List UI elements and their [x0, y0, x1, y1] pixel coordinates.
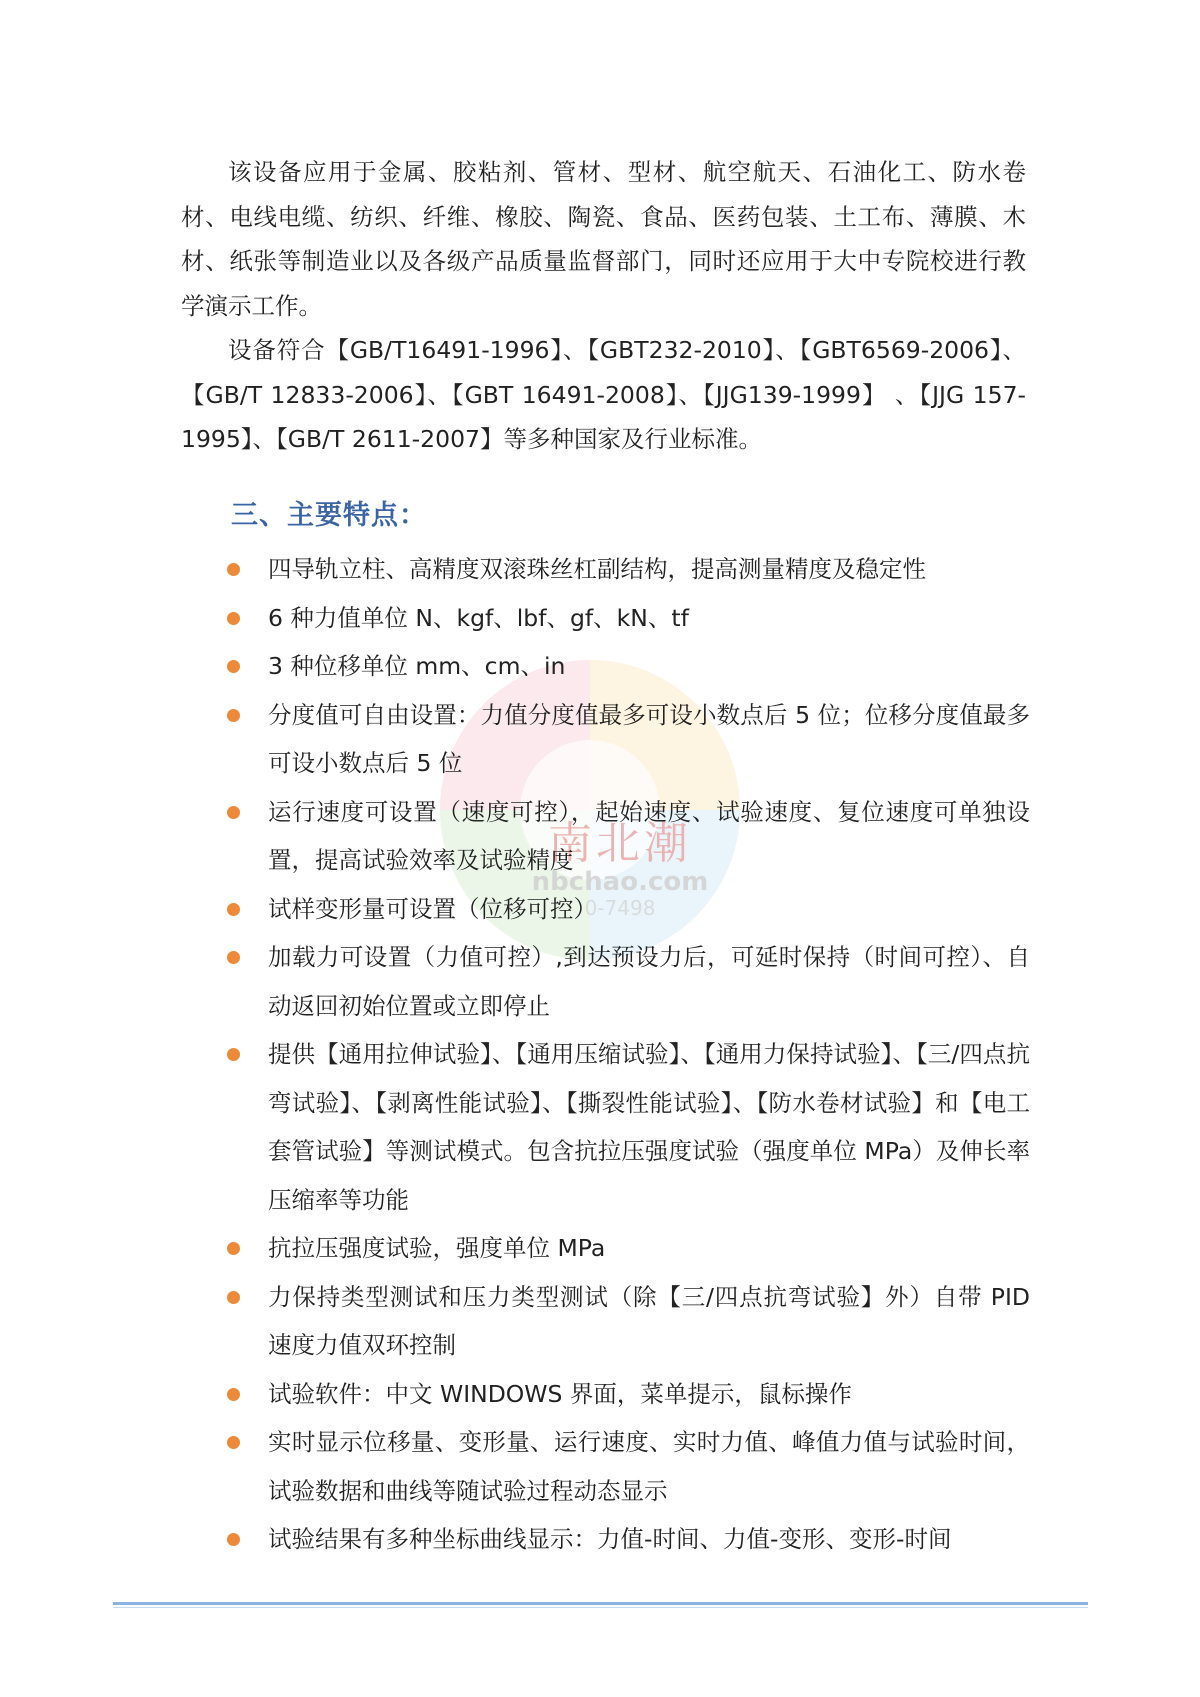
feature-item: [220, 1515, 1030, 1564]
watermark-url: nbchao.com: [531, 867, 709, 898]
bullet-dot-icon: [227, 951, 240, 964]
feature-item: [220, 933, 1030, 1030]
bullet-dot-icon: [227, 1242, 240, 1255]
feature-item: [220, 642, 1030, 691]
bullet-dot-icon: [227, 806, 240, 819]
bullet-dot-icon: [227, 709, 240, 722]
feature-item: [220, 691, 1030, 788]
section-title-main-features: 三、主要特点：: [231, 500, 427, 531]
feature-item: [220, 545, 1030, 594]
feature-text: 试样变形量可设置（位移可控）: [268, 894, 597, 923]
feature-list: [220, 545, 1030, 1564]
bullet-dot-icon: [227, 612, 240, 625]
feature-item: [220, 1030, 1030, 1224]
bullet-dot-icon: [227, 1388, 240, 1401]
feature-text: 6 种力值单位 N、kgf、lbf、gf、kN、tf: [268, 603, 689, 632]
watermark-phone: 0-7498: [584, 895, 656, 920]
feature-item: [220, 1370, 1030, 1419]
feature-item: [220, 1224, 1030, 1273]
feature-text: 3 种位移单位 mm、cm、in: [268, 652, 566, 680]
bullet-dot-icon: [227, 903, 240, 916]
feature-item: [220, 885, 1030, 934]
feature-text: 实时显示位移量、变形量、运行速度、实时力值、峰值力值与试验时间，试验数据和曲线等随试验过程动态显示: [268, 1428, 1030, 1505]
feature-item: [220, 788, 1030, 885]
feature-text: 提供【通用拉伸试验】、【通用压缩试验】、【通用力保持试验】、【三/四点抗弯试验】、【剥离性能试验】、【撕裂性能试验】、【防水卷材试验】和【电工套管试验】等测试模式。包含抗拉压强度试验（强度单位 MPa）及伸长率压缩率等功能: [268, 1040, 1030, 1214]
intro-section: [181, 150, 1026, 462]
intro-paragraph-applications: 该设备应用于金属、胶粘剂、管材、型材、航空航天、石油化工、防水卷材、电线电缆、纺织、纤维、橡胶、陶瓷、食品、医药包装、土工布、薄膜、木材、纸张等制造业以及各级产品质量监督部门，同时还应用于大中专院校进行教学演示工作。: [181, 158, 1026, 320]
feature-text: 分度值可自由设置：力值分度值最多可设小数点后 5 位；位移分度值最多可设小数点后 5 位: [268, 700, 1030, 777]
feature-text: 抗拉压强度试验，强度单位 MPa: [268, 1234, 606, 1262]
feature-text: 试验软件：中文 WINDOWS 界面，菜单提示，鼠标操作: [268, 1379, 852, 1408]
bullet-dot-icon: [227, 660, 240, 673]
feature-item: [220, 594, 1030, 643]
intro-paragraph-standards: 设备符合【GB/T16491-1996】、【GBT232-2010】、【GBT6569-2006】、【GB/T 12833-2006】、【GBT 16491-2008】、【JJG139-1999】 、【JJG 157-1995】、【GB/T 2611-2007】等多种国家及行业标准。: [181, 336, 1026, 453]
bullet-dot-icon: [227, 1436, 240, 1449]
feature-item: [220, 1418, 1030, 1515]
bullet-dot-icon: [227, 1291, 240, 1304]
feature-text: 力保持类型测试和压力类型测试（除【三/四点抗弯试验】外）自带 PID 速度力值双环控制: [268, 1282, 1030, 1359]
bullet-dot-icon: [227, 1048, 240, 1061]
feature-text: 运行速度可设置（速度可控），起始速度、试验速度、复位速度可单独设置，提高试验效率及试验精度: [268, 797, 1030, 874]
feature-text: 四导轨立柱、高精度双滚珠丝杠副结构，提高测量精度及稳定性: [268, 555, 926, 583]
footer-rule-thin: [113, 1607, 1088, 1608]
feature-text: 试验结果有多种坐标曲线显示：力值-时间、力值-变形、变形-时间: [268, 1525, 952, 1553]
footer-rule: [113, 1602, 1088, 1605]
watermark-brand: 南北潮: [548, 818, 692, 869]
bullet-dot-icon: [227, 1533, 240, 1546]
bullet-dot-icon: [227, 563, 240, 576]
feature-text: 加载力可设置（力值可控）,到达预设力后，可延时保持（时间可控）、自动返回初始位置或立即停止: [268, 943, 1030, 1020]
feature-item: [220, 1273, 1030, 1370]
